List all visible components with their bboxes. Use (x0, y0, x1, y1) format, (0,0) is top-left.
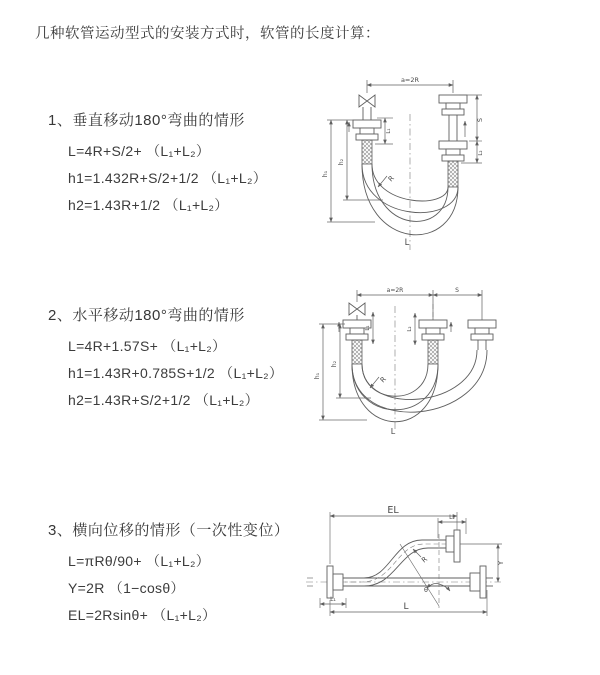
vertical-bend-diagram (303, 64, 593, 264)
dim-s (459, 95, 484, 163)
dim-label-h1: h₁ (314, 372, 321, 380)
formula-line: L=πRθ/90+ （L₁+L₂） (68, 553, 211, 569)
section-heading: 2、水平移动180°弯曲的情形 (48, 307, 245, 324)
formula-line: h1=1.43R+0.785S+1/2 （L₁+L₂） (68, 365, 284, 381)
left-flange-assembly (327, 566, 343, 598)
formula-line: h1=1.432R+S/2+1/2 （L₁+L₂） (68, 170, 268, 186)
dim-l2 (407, 313, 415, 345)
dim-a2r (357, 287, 482, 320)
dim-L (330, 590, 487, 616)
dim-label-l2: L₂ (478, 150, 484, 156)
dim-label-y: Y (497, 560, 505, 566)
horizontal-bend-drawing (303, 278, 593, 453)
formula-line: L=4R+S/2+ （L₁+L₂） (68, 143, 211, 159)
dim-label-L: L (404, 238, 410, 248)
left-pipe-assembly (349, 107, 381, 164)
horizontal-bend-diagram (303, 278, 593, 453)
dim-label-r: R (378, 375, 388, 385)
dim-label-l1: L₁ (330, 596, 336, 603)
vertical-bend-drawing (303, 64, 593, 264)
valve-icon (359, 95, 375, 107)
formula-line: Y=2R （1−cosθ） (68, 580, 185, 596)
formula-line: h2=1.43R+1/2 （L₁+L₂） (68, 197, 229, 213)
section-horizontal-bend (48, 305, 283, 414)
page-title: 几种软管运动型式的安装方式时，软管的长度计算： (35, 26, 380, 42)
formula-line: L=4R+1.57S+ （L₁+L₂） (68, 338, 227, 354)
dim-label-s: S (455, 287, 459, 294)
lateral-displacement-diagram (296, 490, 596, 660)
dim-label-l1: L₁ (365, 325, 371, 331)
dim-label-l2: L₂ (407, 326, 413, 332)
dim-a2r (367, 76, 453, 93)
middle-pipe-assembly (419, 320, 451, 364)
section-vertical-bend (48, 110, 267, 219)
right-pipe-assembly (468, 320, 496, 350)
dim-label-L: L (390, 427, 396, 436)
dim-label-r: R (420, 555, 430, 565)
dim-label-theta: θ (424, 586, 428, 594)
section-heading: 1、垂直移动180°弯曲的情形 (48, 112, 245, 129)
valve-icon (349, 303, 365, 320)
dim-label-a2r: a=2R (386, 287, 404, 294)
angle-theta (400, 534, 450, 608)
dim-label-h2: h₂ (338, 158, 345, 166)
dim-label-h1: h₁ (322, 170, 329, 178)
dim-label-r: R (386, 174, 396, 184)
dim-l1 (320, 596, 346, 608)
dim-label-l1: L₁ (386, 128, 392, 134)
lateral-displacement-drawing (296, 490, 596, 660)
dim-r (413, 549, 429, 565)
dim-label-el: EL (387, 505, 399, 516)
right-pipe-assembly (439, 95, 467, 187)
dim-label-h2: h₂ (331, 360, 338, 368)
section-heading: 3、横向位移的情形（一次性变位） (48, 522, 290, 539)
formula-line: h2=1.43R+S/2+1/2 （L₁+L₂） (68, 392, 259, 408)
dim-label-a2r: a=2R (400, 76, 420, 84)
formula-line: EL=2Rsinθ+ （L₁+L₂） (68, 607, 217, 623)
section-lateral-displacement (48, 520, 289, 629)
hose-u-bend (352, 350, 487, 422)
dim-r (370, 375, 388, 388)
dim-l2 (438, 514, 466, 538)
dim-label-l2: L₂ (449, 514, 455, 521)
dim-label-L: L (403, 602, 409, 612)
dim-label-s: S (476, 117, 484, 123)
